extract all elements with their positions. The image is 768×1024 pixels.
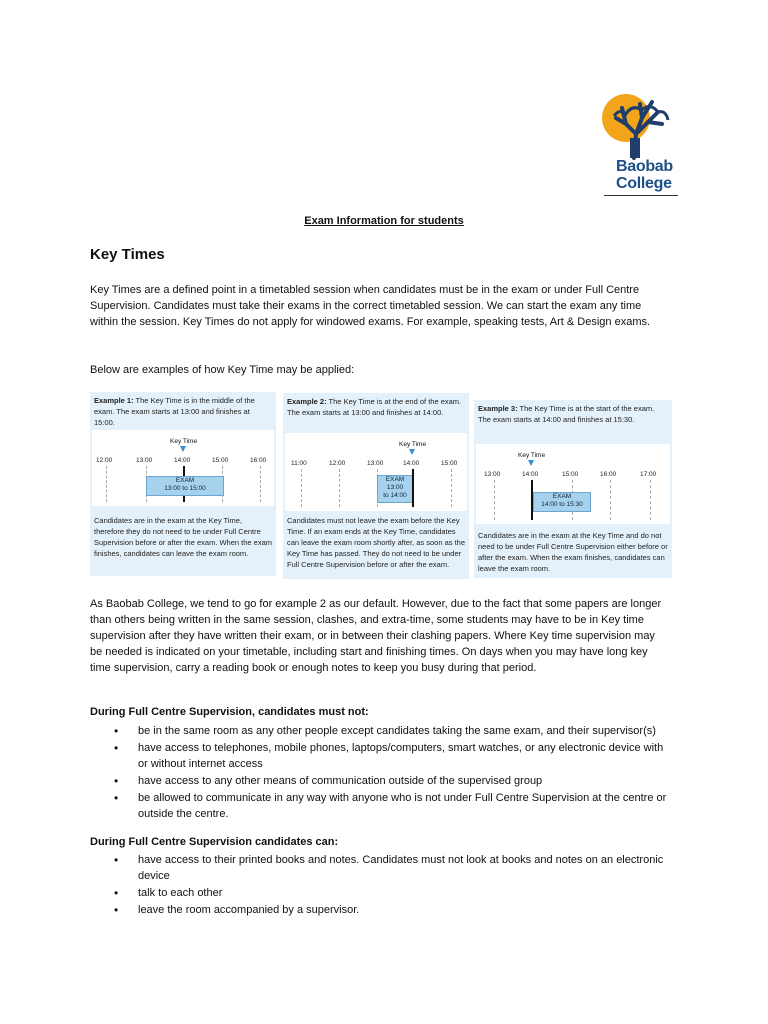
key-time-label: Key Time — [518, 452, 546, 459]
key-time-line — [412, 469, 414, 507]
must-not-heading: During Full Centre Supervision, candidates must not: — [90, 706, 369, 718]
must-not-list — [90, 723, 670, 823]
time-tick: 11:00 — [291, 460, 307, 467]
exam-time: 13:00 to 15:00 — [164, 485, 206, 492]
time-tick: 14:00 — [522, 471, 539, 478]
time-tick: 13:00 — [367, 460, 384, 467]
exam-time: 14:00 to 15:30 — [541, 501, 583, 508]
example-1-timeline — [92, 430, 274, 506]
list-item: • leave the room accompanied by a supervisor. — [90, 902, 670, 918]
gridline — [650, 480, 651, 520]
time-tick: 15:00 — [441, 460, 458, 467]
gridline — [610, 480, 611, 520]
key-time-arrow-icon — [180, 446, 186, 452]
list-item: • have access to any other means of communication outside of the supervised group — [90, 773, 670, 789]
exam-block — [533, 492, 591, 512]
key-time-label: Key Time — [170, 438, 198, 445]
time-tick: 14:00 — [174, 457, 191, 464]
exam-label: EXAM — [175, 477, 195, 484]
example-2-panel — [283, 393, 469, 579]
document-title: Exam Information for students — [304, 215, 464, 227]
exam-label: EXAM — [385, 476, 405, 483]
logo-text-line2: College — [616, 175, 672, 192]
list-item: • be in the same room as any other people except candidates taking the same exam, and their supervisor(s) — [90, 723, 670, 739]
gridline — [494, 480, 495, 520]
list-item: • be allowed to communicate in any way with anyone who is not under Full Centre Supervision at the centre or outside the centre. — [90, 790, 670, 822]
key-time-label: Key Time — [399, 441, 427, 448]
gridline — [451, 469, 452, 507]
gridline — [260, 466, 261, 502]
time-tick: 15:00 — [562, 471, 579, 478]
example-1-desc: The Key Time is in the middle of the exam. The exam starts at 13:00 and finishes at 15:00. — [94, 396, 255, 427]
gridline — [106, 466, 107, 502]
example-1-panel — [90, 392, 276, 576]
gridline — [301, 469, 302, 507]
example-2-footer: Candidates must not leave the exam before the Key Time. If an exam ends at the Key Time, candidates can leave the exam room shortly after, as soon as the Key Time has passed. They do not need to be under Full Centre Supervision before or after the exam. — [287, 516, 466, 569]
college-policy-paragraph: As Baobab College, we tend to go for example 2 as our default. However, due to the fact that some papers are longer than others being written in the same session, clashes, and extra-time, some students may have to be in Key time supervision after they have written their exam, or in between their clashing papers. Where Key time supervision may be needed is indicated on your timetable, including start and finishing times. On days when you may have long key time supervision, carry a reading book or enough notes to keep you busy during that period. — [90, 598, 662, 674]
key-time-arrow-icon — [409, 449, 415, 455]
time-tick: 17:00 — [640, 471, 657, 478]
example-3-footer: Candidates are in the exam at the Key Time and do not need to be under Full Centre Supervision either before or after the exam. When the exam finishes, candidates can leave the exam room. — [478, 531, 668, 573]
example-3-timeline — [476, 444, 670, 524]
example-1-description — [94, 395, 272, 428]
example-2-label: Example 2: — [287, 397, 327, 406]
college-logo — [596, 88, 680, 200]
example-3-panel — [474, 400, 672, 578]
example-2-desc: The Key Time is at the end of the exam. The exam starts at 13:00 and finishes at 14:00. — [287, 397, 462, 417]
time-tick: 12:00 — [96, 457, 113, 464]
can-list — [90, 852, 670, 919]
baobab-tree-icon — [596, 88, 680, 160]
gridline — [339, 469, 340, 507]
time-tick: 14:00 — [403, 460, 420, 467]
exam-block — [377, 475, 413, 503]
can-heading: During Full Centre Supervision candidates can: — [90, 836, 339, 848]
list-item: • have access to telephones, mobile phones, laptops/computers, smart watches, or any electronic device with or without internet access — [90, 740, 670, 772]
section-title: Key Times — [90, 246, 165, 263]
example-3-desc: The Key Time is at the start of the exam. The exam starts at 14:00 and finishes at 15:30. — [478, 404, 655, 424]
example-1-footer: Candidates are in the exam at the Key Time, therefore they do not need to be under Full Centre Supervision before or after the exam. When the exam finishes, candidates can leave the exam room. — [94, 516, 273, 558]
time-tick: 13:00 — [484, 471, 501, 478]
exam-label: EXAM — [552, 493, 572, 500]
intro-paragraph: Key Times are a defined point in a timetabled session when candidates must be in the exam or under Full Centre Supervision. Candidates must take their exams in the correct timetabled session. We can start the exam any time within the session. Key Times do not apply for windowed exams. For example, speaking tests, Art & Design exams. — [90, 284, 651, 328]
exam-time-start: 13:00 — [386, 484, 404, 491]
examples-lead: Below are examples of how Key Time may be applied: — [90, 364, 355, 376]
time-tick: 12:00 — [329, 460, 346, 467]
list-item: • have access to their printed books and notes. Candidates must not look at books and notes on an electronic device — [90, 852, 670, 884]
key-time-arrow-icon — [528, 460, 534, 466]
time-tick: 15:00 — [212, 457, 229, 464]
exam-block — [146, 476, 224, 496]
example-3-description — [478, 403, 668, 425]
example-2-timeline — [285, 433, 467, 511]
example-1-label: Example 1: — [94, 396, 134, 405]
logo-text-line1: Baobab — [616, 158, 673, 175]
time-tick: 13:00 — [136, 457, 153, 464]
example-3-label: Example 3: — [478, 404, 518, 413]
logo-underline — [604, 195, 678, 196]
time-tick: 16:00 — [250, 457, 267, 464]
exam-time-end: to 14:00 — [383, 492, 407, 499]
time-tick: 16:00 — [600, 471, 617, 478]
list-item: • talk to each other — [90, 885, 670, 901]
example-2-description — [287, 396, 465, 418]
